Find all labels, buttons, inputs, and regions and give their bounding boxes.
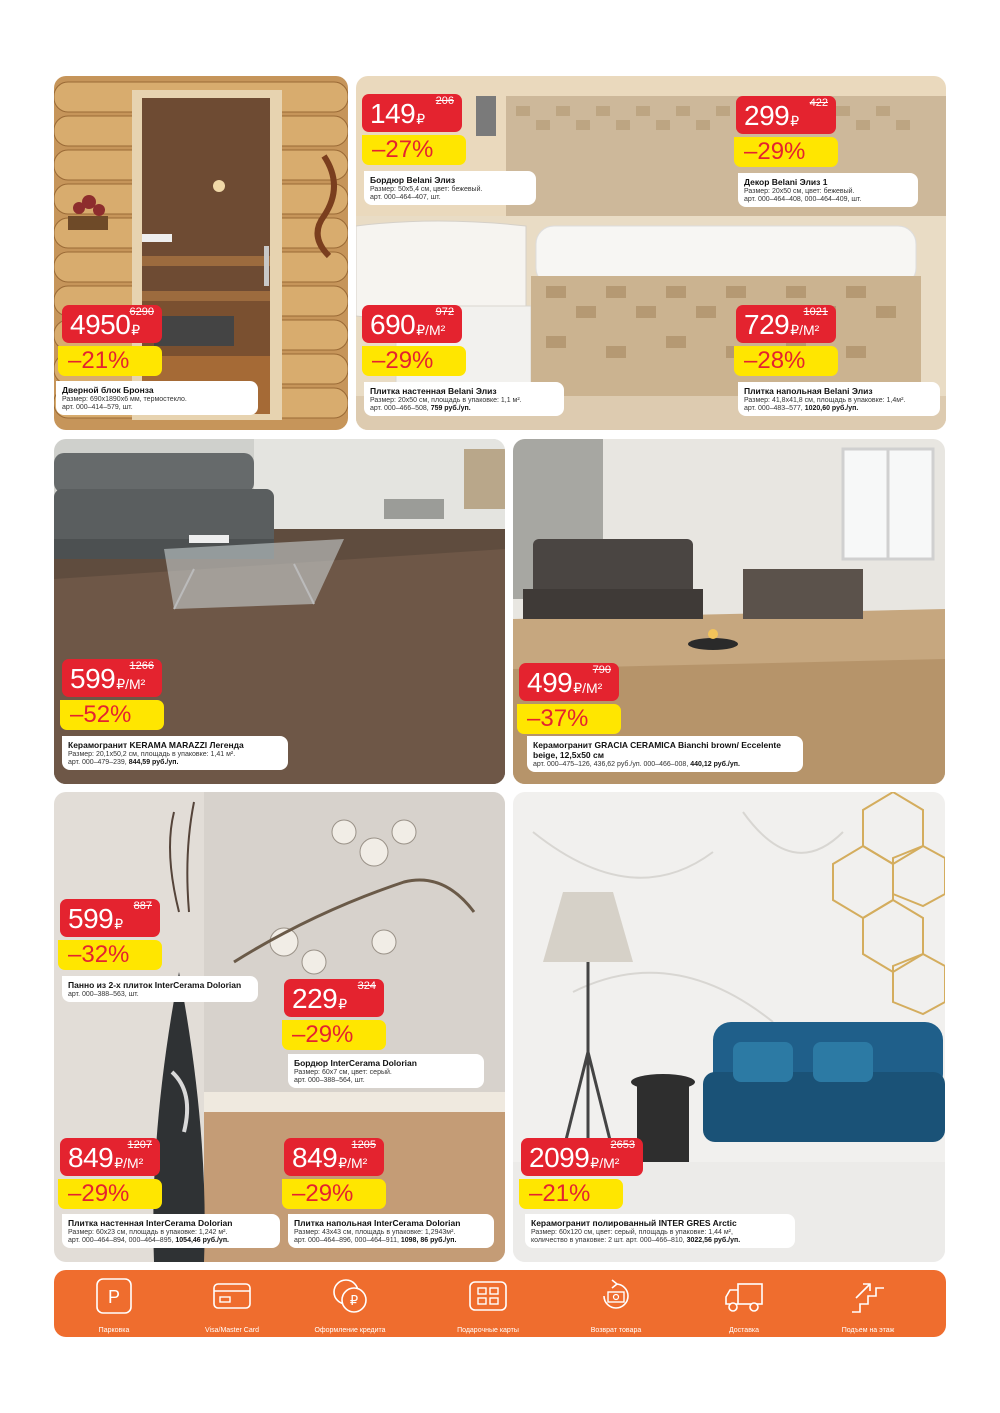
service-label: Возврат товара — [590, 1327, 642, 1334]
discount-badge: –29% — [58, 1179, 162, 1209]
price-unit: ₽/М² — [116, 676, 146, 692]
article-number: арт. 000–466–508, — [370, 405, 429, 412]
stairs-icon — [848, 1276, 888, 1316]
gift-card-icon — [468, 1276, 508, 1316]
price-badge — [284, 1138, 384, 1176]
product-title: Плитка настенная Belani Элиз — [370, 386, 497, 396]
panel-gracia-ceramica — [513, 439, 945, 784]
price-value: 149 — [370, 98, 416, 129]
product-caption — [364, 382, 564, 416]
discount-badge: –29% — [362, 346, 466, 376]
product-caption — [62, 1214, 280, 1248]
product-caption — [527, 736, 803, 772]
price-unit: ₽ — [338, 996, 348, 1012]
discount-badge: –37% — [517, 704, 621, 734]
credit-icon — [330, 1276, 370, 1316]
old-price: 1266 — [129, 660, 154, 672]
price-badge — [519, 663, 619, 701]
service-label: Подъем на этаж — [841, 1327, 895, 1334]
product-article — [531, 1237, 789, 1245]
price-value: 499 — [527, 667, 573, 698]
pack-price: 3022,56 руб./уп. — [686, 1237, 741, 1244]
services-bar — [54, 1270, 946, 1337]
price-value: 299 — [744, 100, 790, 131]
product-title: Плитка настенная InterCerama Dolorian — [68, 1218, 233, 1228]
product-article: арт. 000–464–407, шт. — [370, 194, 441, 201]
product-spec: Размер: 690х1890х6 мм, термостекло. — [62, 396, 187, 403]
old-price: 972 — [435, 306, 454, 318]
product-article: арт. 000–414–579, шт. — [62, 404, 133, 411]
product-title: Бордюр Belani Элиз — [370, 175, 456, 185]
product-spec: Размер: 43х43 см, площадь в упаковке: 1,2943м². — [294, 1229, 456, 1236]
price-unit: ₽ — [790, 113, 800, 129]
product-caption — [288, 1214, 494, 1248]
product-title: Плитка напольная Belani Элиз — [744, 386, 873, 396]
price-value: 599 — [70, 663, 116, 694]
pack-price: 440,12 руб./уп. — [690, 761, 740, 768]
price-unit: ₽/М² — [590, 1155, 620, 1171]
service-card-payment[interactable] — [172, 1276, 292, 1334]
price-badge — [62, 305, 162, 343]
product-caption — [62, 736, 288, 770]
price-badge — [521, 1138, 643, 1176]
old-price: 1207 — [127, 1139, 152, 1151]
product-caption — [364, 171, 536, 205]
product-caption — [288, 1054, 484, 1088]
price-unit: ₽/М² — [338, 1155, 368, 1171]
price-unit: ₽ — [131, 322, 141, 338]
discount-badge: –21% — [58, 346, 162, 376]
price-unit: ₽/М² — [790, 322, 820, 338]
price-unit: ₽/М² — [573, 680, 603, 696]
old-price: 1205 — [351, 1139, 376, 1151]
price-badge — [62, 659, 162, 697]
product-article — [294, 1237, 488, 1245]
product-spec: Размер: 20х50 см, площадь в упаковке: 1,1 м². — [370, 397, 522, 404]
article-number: арт. 000–464–894, 000–464–895, — [68, 1237, 174, 1244]
service-parking[interactable] — [54, 1276, 174, 1334]
price-value: 4950 — [70, 309, 131, 340]
product-title: Керамогранит полированный INTER GRES Arctic — [531, 1218, 737, 1228]
service-gift-cards[interactable] — [428, 1276, 548, 1334]
product-title: Керамогранит KERAMA MARAZZI Легенда — [68, 740, 244, 750]
price-value: 599 — [68, 903, 114, 934]
panel-intercerama-dolorian — [54, 792, 505, 1262]
price-badge — [362, 305, 462, 343]
article-number: арт. 000–483–577, — [744, 405, 803, 412]
discount-badge: –28% — [734, 346, 838, 376]
service-return[interactable] — [556, 1276, 676, 1334]
service-label: Парковка — [98, 1327, 130, 1334]
product-article — [744, 405, 934, 413]
product-article — [68, 1237, 274, 1245]
product-article: арт. 000–464–408, 000–464–409, шт. — [744, 196, 862, 203]
price-unit: ₽/М² — [416, 322, 446, 338]
product-spec: Размер: 50х5,4 см, цвет: бежевый. — [370, 186, 483, 193]
product-caption — [62, 976, 258, 1002]
article-number: арт. 000–464–896, 000–464–911, — [294, 1237, 399, 1244]
product-article — [68, 759, 282, 767]
price-value: 849 — [292, 1142, 338, 1173]
product-article: арт. 000–388–563, шт. — [68, 991, 139, 998]
pack-price: 1098, 86 руб./уп. — [400, 1237, 457, 1244]
panel-bathroom — [356, 76, 946, 430]
price-badge — [60, 899, 160, 937]
price-badge — [284, 979, 384, 1017]
pack-price: 759 руб./уп. — [430, 405, 471, 412]
truck-icon — [724, 1276, 764, 1316]
product-caption — [738, 173, 918, 207]
living-room-image — [54, 439, 505, 784]
price-unit: ₽ — [416, 111, 426, 127]
product-title: Дверной блок Бронза — [62, 385, 154, 395]
pack-price: 1020,60 руб./уп. — [804, 405, 859, 412]
service-label: Доставка — [728, 1327, 760, 1334]
product-caption — [56, 381, 258, 415]
old-price: 6290 — [129, 306, 154, 318]
service-credit[interactable] — [290, 1276, 410, 1334]
discount-badge: –29% — [282, 1179, 386, 1209]
product-article — [533, 761, 797, 769]
product-spec: Размер: 60х7 см, цвет: серый. — [294, 1069, 392, 1076]
discount-badge: –52% — [60, 700, 164, 730]
product-title: Панно из 2-х плиток InterCerama Dolorian — [68, 980, 242, 990]
old-price: 887 — [133, 900, 152, 912]
product-title: Бордюр InterCerama Dolorian — [294, 1058, 417, 1068]
price-unit: ₽ — [114, 916, 124, 932]
product-caption — [738, 382, 940, 416]
product-caption — [525, 1214, 795, 1248]
old-price: 206 — [435, 95, 454, 107]
price-badge — [362, 94, 462, 132]
card-icon — [212, 1276, 252, 1316]
panel-kerama-marazzi — [54, 439, 505, 784]
pack-price: 1054,46 руб./уп. — [175, 1237, 229, 1244]
product-spec: Размер: 41,8х41,8 см, площадь в упаковке: 1,4м². — [744, 397, 906, 404]
service-delivery[interactable] — [684, 1276, 804, 1334]
price-value: 2099 — [529, 1142, 590, 1173]
service-floor-lift[interactable] — [808, 1276, 928, 1334]
price-value: 729 — [744, 309, 790, 340]
product-title: Керамогранит GRACIA CERAMICA Bianchi brown/ Eccelente beige, 12,5х50 см — [533, 740, 781, 760]
discount-badge: –21% — [519, 1179, 623, 1209]
article-number: арт. 000–479–239, — [68, 759, 127, 766]
product-title: Плитка напольная InterCerama Dolorian — [294, 1218, 461, 1228]
product-title: Декор Belani Элиз 1 — [744, 177, 828, 187]
price-unit: ₽/М² — [114, 1155, 144, 1171]
discount-badge: –29% — [734, 137, 838, 167]
price-value: 229 — [292, 983, 338, 1014]
product-spec: Размер: 20,1х50,2 см, площадь в упаковке: 1,41 м². — [68, 751, 236, 758]
price-value: 690 — [370, 309, 416, 340]
discount-badge: –32% — [58, 940, 162, 970]
panel-inter-gres-arctic — [513, 792, 945, 1262]
product-spec: Размер: 20х50 см, цвет: бежевый. — [744, 188, 855, 195]
article-number: количество в упаковке: 2 шт. арт. 000–466–810, — [531, 1237, 685, 1244]
price-badge — [60, 1138, 160, 1176]
svg-text:P: P — [107, 1287, 121, 1307]
svg-text:₽: ₽ — [349, 1294, 359, 1309]
sauna-door-image — [54, 76, 348, 430]
service-label: Подарочные карты — [457, 1327, 519, 1334]
article-number: арт. 000–475–126, 436,62 руб./уп. 000–466–008, — [533, 761, 689, 768]
product-spec: Размер: 60х23 см, площадь в упаковке: 1,242 м². — [68, 1229, 228, 1236]
discount-badge: –27% — [362, 135, 466, 165]
price-badge — [736, 305, 836, 343]
service-label: Visa/Master Card — [205, 1327, 259, 1334]
discount-badge: –29% — [282, 1020, 386, 1050]
old-price: 2653 — [610, 1139, 635, 1151]
product-article: арт. 000–388–564, шт. — [294, 1077, 365, 1084]
product-article — [370, 405, 558, 413]
return-icon — [596, 1276, 636, 1316]
panel-sauna-door — [54, 76, 348, 430]
old-price: 422 — [809, 97, 828, 109]
old-price: 790 — [592, 664, 611, 676]
parking-icon — [94, 1276, 134, 1316]
price-badge — [736, 96, 836, 134]
price-value: 849 — [68, 1142, 114, 1173]
product-spec: Размер: 60х120 см, цвет: серый, площадь в упаковке: 1,44 м², — [531, 1229, 733, 1236]
old-price: 1021 — [803, 306, 828, 318]
old-price: 324 — [357, 980, 376, 992]
service-label: Оформление кредита — [314, 1327, 386, 1334]
pack-price: 844,59 руб./уп. — [128, 759, 179, 766]
